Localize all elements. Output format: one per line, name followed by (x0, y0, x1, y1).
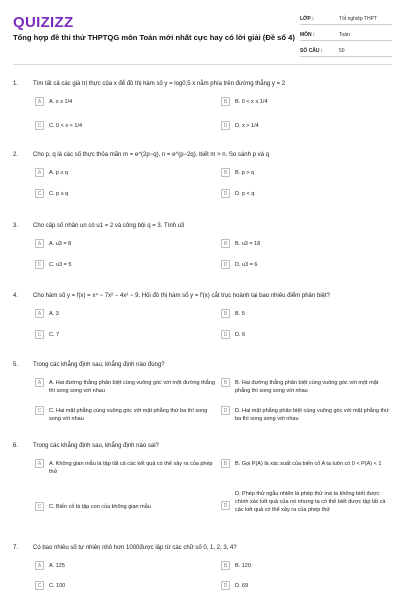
option-text: D. Phép thử ngẫu nhiên là phép thử mà ta không biết được chính xác kết quả của nó nhưng ta có thể biết được tập tất cả các kết quả có thể xảy ra của phép thử (235, 491, 386, 513)
option-letter: D (221, 121, 230, 130)
option-a[interactable] (35, 168, 68, 177)
option-letter: D (221, 581, 230, 590)
question-text: Trong các khẳng định sau, khẳng định nào đúng? (33, 362, 165, 368)
option-letter: B (221, 97, 230, 106)
option-letter: C (35, 330, 44, 339)
option-letter: B (221, 459, 230, 468)
option-text: D. Hai mặt phẳng phân biệt cùng vuông góc với mặt phẳng thứ ba thì song song với nhau (235, 408, 389, 422)
option-a[interactable] (35, 239, 71, 248)
option-text: A. Hai đường thẳng phân biệt cùng vuông góc với một đường thẳng thì song song với nhau (49, 380, 215, 394)
question-3 (13, 221, 393, 279)
option-d[interactable] (221, 330, 245, 339)
option-b[interactable] (221, 239, 260, 248)
option-letter: A (35, 378, 44, 387)
option-text: C. 0 < x < 1/4 (49, 123, 83, 129)
option-letter: C (35, 121, 44, 130)
option-b[interactable] (221, 378, 393, 395)
option-text: B. 0 < x ≤ 1/4 (235, 99, 268, 105)
option-letter: D (221, 330, 230, 339)
option-text: A. 125 (49, 563, 65, 569)
option-letter: B (221, 168, 230, 177)
option-letter: D (221, 501, 230, 510)
option-letter: C (35, 502, 44, 511)
header-divider (13, 64, 392, 65)
question-text: Tìm tất cả các giá trị thực của x để đồ thị hàm số y = log0,5 x nằm phía trên đường thẳng y = 2 (33, 81, 286, 87)
option-text: C. Biến cố là tập con của không gian mẫu (49, 504, 151, 510)
meta-value: Toán (339, 32, 350, 38)
option-d[interactable] (221, 489, 393, 514)
option-text: C. Hai mặt phẳng cùng vuông góc với mặt phẳng thứ ba thì song song với nhau (49, 408, 208, 422)
meta-row-count (300, 45, 392, 57)
option-d[interactable] (221, 189, 254, 198)
meta-row-class (300, 13, 392, 25)
meta-panel (300, 13, 392, 61)
option-c[interactable] (35, 406, 215, 423)
option-letter: C (35, 189, 44, 198)
option-text: D. u3 = 6 (235, 262, 258, 268)
option-text: B. p > q (235, 170, 255, 176)
question-number: 3. (13, 223, 19, 229)
option-a[interactable] (35, 561, 65, 570)
question-1 (13, 79, 393, 137)
option-letter: A (35, 309, 44, 318)
option-a[interactable] (35, 97, 72, 106)
question-2 (13, 150, 393, 208)
option-text: D. 69 (235, 583, 249, 589)
option-letter: A (35, 239, 44, 248)
option-letter: D (221, 189, 230, 198)
question-number: 6. (13, 443, 19, 449)
option-letter: C (35, 581, 44, 590)
option-c[interactable] (35, 121, 82, 130)
option-text: A. u3 = 8 (49, 241, 72, 247)
option-c[interactable] (35, 260, 71, 269)
option-letter: D (221, 260, 230, 269)
option-letter: D (221, 406, 230, 415)
option-text: C. p ≤ q (49, 191, 69, 197)
option-text: C. 7 (49, 332, 60, 338)
option-c[interactable] (35, 581, 65, 590)
option-a[interactable] (35, 378, 215, 395)
question-text: Trong các khẳng định sau, khẳng định nào sai? (33, 443, 159, 449)
option-letter: B (221, 239, 230, 248)
option-d[interactable] (221, 121, 259, 130)
option-b[interactable] (221, 168, 254, 177)
option-letter: C (35, 406, 44, 415)
question-number: 1. (13, 81, 19, 87)
meta-key: LỚP : (300, 16, 314, 22)
question-number: 5. (13, 362, 19, 368)
option-text: D. x > 1/4 (235, 123, 259, 129)
option-text: A. Không gian mẫu là tập tất cả các kết quả có thể xảy ra của phép thử (49, 461, 213, 475)
question-5 (13, 360, 393, 438)
question-number: 7. (13, 545, 19, 551)
option-a[interactable] (35, 309, 59, 318)
option-text: A. p ≥ q (49, 170, 68, 176)
option-d[interactable] (221, 406, 393, 423)
option-b[interactable] (221, 561, 251, 570)
meta-row-subject (300, 29, 392, 41)
option-text: D. 6 (235, 332, 246, 338)
question-text: Cho p, q là các số thực thỏa mãn m = e^(2p−q), n = e^(p−2q), biết m > n. So sánh p và q (33, 152, 269, 158)
meta-key: MÔN : (300, 32, 315, 38)
question-7 (13, 543, 393, 600)
option-d[interactable] (221, 260, 257, 269)
option-text: B. 5 (235, 311, 245, 317)
option-b[interactable] (221, 309, 245, 318)
option-text: B. 120 (235, 563, 251, 569)
option-b[interactable] (221, 459, 393, 468)
option-letter: A (35, 97, 44, 106)
option-letter: C (35, 260, 44, 269)
option-text: C. 100 (49, 583, 66, 589)
option-d[interactable] (221, 581, 248, 590)
question-number: 2. (13, 152, 19, 158)
option-letter: A (35, 561, 44, 570)
question-4 (13, 291, 393, 349)
option-letter: B (221, 309, 230, 318)
option-text: C. u3 = 5 (49, 262, 72, 268)
option-c[interactable] (35, 502, 215, 511)
option-letter: B (221, 378, 230, 387)
question-text: Cho cấp số nhân un có u1 = 2 và công bội q = 3. Tính u3 (33, 223, 185, 229)
meta-value: 50 (339, 48, 345, 54)
option-text: A. x ≥ 1/4 (49, 99, 73, 105)
option-b[interactable] (221, 97, 268, 106)
quizizz-logo: QUIZIZZ (13, 14, 74, 31)
option-text: D. p < q (235, 191, 255, 197)
option-c[interactable] (35, 189, 68, 198)
page-title: Tổng hợp đề thi thử THPTQG môn Toán mới nhất cực hay có lời giải (Đề số 4) (13, 33, 295, 42)
option-text: B. Gọi P(A) là xác suất của biến cố A ta luôn có 0 < P(A) < 1 (235, 461, 382, 467)
option-letter: B (221, 561, 230, 570)
option-text: A. 3 (49, 311, 59, 317)
option-text: B. u3 = 18 (235, 241, 261, 247)
option-c[interactable] (35, 330, 59, 339)
option-a[interactable] (35, 459, 215, 476)
meta-value: Tốt nghiệp THPT (339, 16, 377, 22)
meta-key: SỐ CÂU : (300, 48, 323, 54)
option-letter: A (35, 459, 44, 468)
question-text: Có bao nhiêu số tự nhiên nhỏ hơn 1000được lập từ các chữ số 0, 1, 2, 3, 4? (33, 545, 237, 551)
option-text: B. Hai đường thẳng phân biệt cùng vuông góc với một mặt phẳng thì song song với nhau (235, 380, 379, 394)
question-number: 4. (13, 293, 19, 299)
question-text: Cho hàm số y = f(x) = x⁴ − 7x² − 4x² − 9. Hỏi đồ thị hàm số y = f'(x) cắt trục hoành tại bao nhiêu điểm phân biệt? (33, 293, 330, 299)
question-6 (13, 441, 393, 539)
option-letter: A (35, 168, 44, 177)
